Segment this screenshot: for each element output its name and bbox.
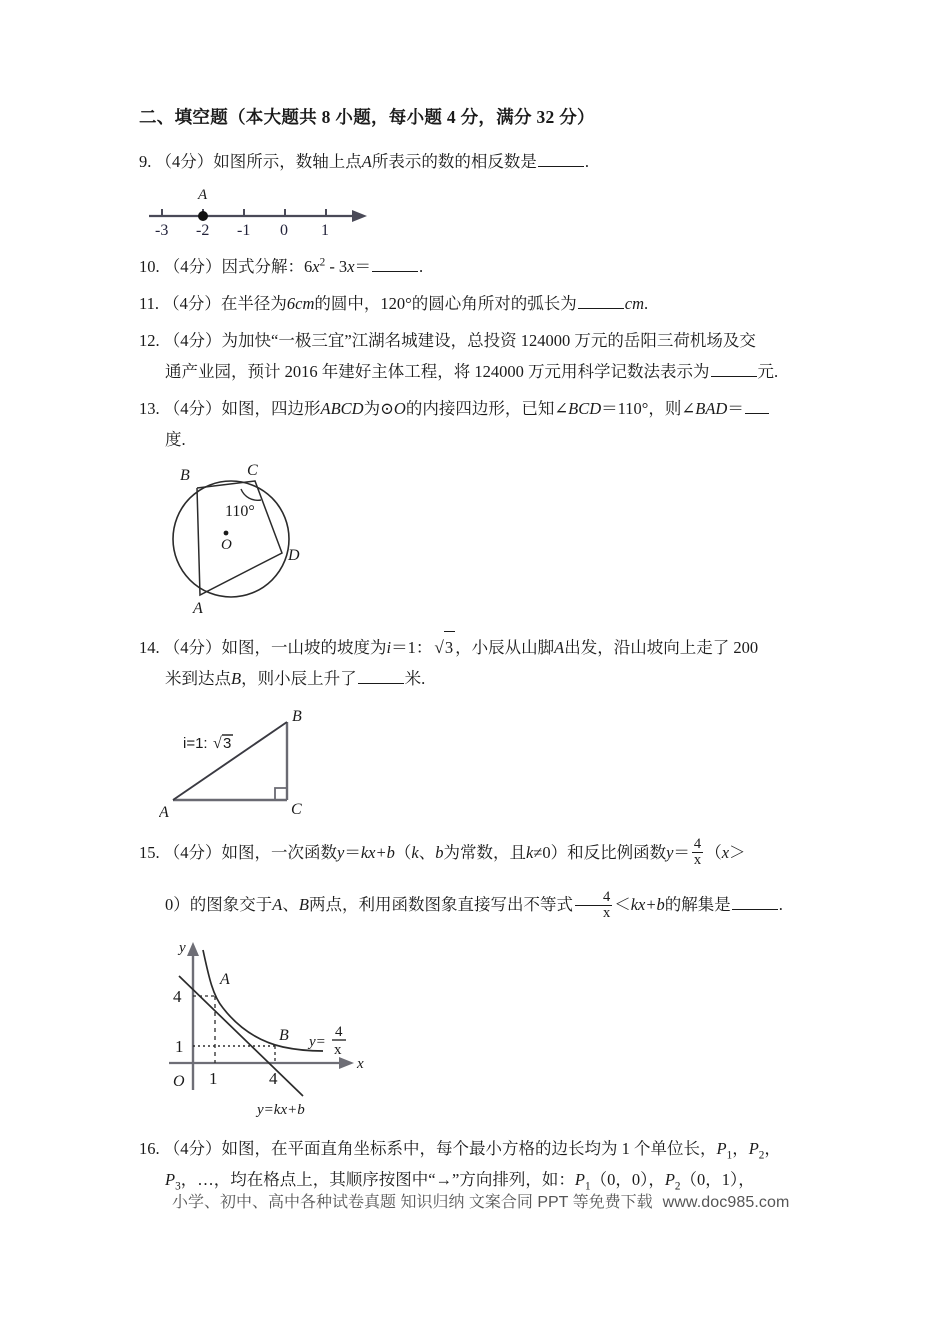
circle-label-c: C <box>247 461 258 479</box>
question-16-coord1: （0，0） <box>590 1170 649 1190</box>
question-9-period: . <box>584 151 589 171</box>
question-10-answer-blank[interactable] <box>372 256 418 272</box>
question-12-line1: 为加快“一极三宜”江湖名城建设，总投资 124000 万元的岳阳三荷机场及交 <box>221 330 756 350</box>
question-10-expr-eq: ＝ <box>354 256 372 276</box>
question-15-k-var: k <box>411 842 419 862</box>
number-line-tick-label: -2 <box>196 221 210 239</box>
question-9-answer-blank[interactable] <box>538 151 584 167</box>
number-line-tick-label: 1 <box>321 221 329 239</box>
number-line-tick-label: -3 <box>155 221 169 239</box>
figure-circle-quadrilateral <box>169 461 839 621</box>
question-15-fraction-numerator: 4 <box>693 835 702 852</box>
graph-axis-label-y: y <box>179 940 186 957</box>
question-16-number: 16. <box>139 1139 160 1159</box>
graph-curve-label-prefix: y= <box>309 1034 326 1051</box>
question-16 <box>139 1133 839 1195</box>
question-16-points: （4分） <box>163 1139 222 1159</box>
graph-origin-label: O <box>173 1073 185 1091</box>
question-12-line2 <box>139 356 839 387</box>
question-15 <box>139 837 839 923</box>
graph-point-label-b: B <box>279 1027 289 1045</box>
question-16-p1: P <box>716 1139 727 1159</box>
question-14-i-var: i <box>386 637 392 657</box>
question-15-line2-a: 0）的图象交于 <box>165 895 273 915</box>
question-16-line2-a: ，…，均在格点上，其顺序按图中“→”方向排列，如： <box>180 1170 575 1190</box>
question-13-answer-blank[interactable] <box>745 398 769 414</box>
question-14-period: . <box>421 668 426 688</box>
question-14-sqrt-value: 3 <box>444 631 455 663</box>
question-9-text-after: 所表示的数的相反数是 <box>371 151 537 171</box>
question-13-circle-o: O <box>393 398 406 418</box>
footer-text: 小学、初中、高中各种试卷真题 知识归纳 文案合同 PPT 等免费下载 <box>172 1194 653 1211</box>
question-15-text-2: （ <box>394 842 412 862</box>
question-15-fn-k: k <box>360 842 369 862</box>
question-16-p3-sub: 3 <box>175 1180 181 1193</box>
question-15-fn-plus-b: +b <box>375 842 395 862</box>
question-11-text-3: 的圆心角所对的弧长为 <box>411 293 577 313</box>
question-13-abcd: ABCD <box>320 398 364 418</box>
question-15-ineq-b: +b <box>645 895 665 915</box>
question-15-text-4: 为常数，且 <box>443 842 526 862</box>
question-15-ineq-lt: ＜ <box>614 895 631 915</box>
question-11-points: （4分） <box>163 293 221 313</box>
question-10-expr-x1: x <box>312 256 320 276</box>
question-15-ineq-numerator: 4 <box>602 888 611 905</box>
page-content <box>139 105 839 1201</box>
circle-center-dot <box>224 530 229 535</box>
question-16-line1-a: 如图，在平面直角坐标系中，每个最小方格的边长均为 1 个单位长， <box>221 1139 717 1159</box>
number-line-tick-label: -1 <box>237 221 251 239</box>
question-13-number: 13. <box>139 398 160 418</box>
slope-annotation-prefix: i=1: <box>183 734 208 752</box>
question-12 <box>139 325 839 387</box>
question-16-pp1-sub: 1 <box>584 1180 591 1193</box>
slope-annotation-sqrt-symbol: √ <box>213 734 222 752</box>
question-15-text-6: （ <box>705 842 722 862</box>
question-15-x-var: x <box>721 842 730 862</box>
question-13-line2: 度. <box>165 429 186 449</box>
circle-angle-label: 110° <box>225 502 255 520</box>
question-15-fraction <box>692 837 703 868</box>
question-15-fn-x: x <box>368 842 376 862</box>
question-16-comma2: ， <box>764 1139 781 1159</box>
question-9-points: （4分） <box>155 151 214 171</box>
question-11-number: 11. <box>139 293 160 313</box>
graph-tick-label-x1: 1 <box>209 1069 218 1089</box>
question-15-text-5: ≠0）和反比例函数 <box>533 842 667 862</box>
question-15-k-var2: k <box>525 842 534 862</box>
circle-quadrilateral-svg <box>169 461 344 621</box>
question-14-line2-c: 米 <box>404 668 422 688</box>
question-14-answer-blank[interactable] <box>358 668 404 684</box>
question-15-points: （4分） <box>163 842 222 862</box>
slope-triangle-svg <box>159 708 369 823</box>
graph-tick-label-y4: 4 <box>173 987 182 1007</box>
question-15-pt-a: A <box>272 895 283 915</box>
question-15-fn-eq: ＝ <box>344 842 361 862</box>
question-10-text-before: 因式分解： <box>221 256 304 276</box>
question-9-number: 9. <box>139 151 152 171</box>
question-14-line2 <box>139 663 839 694</box>
footer-url: www.doc985.com <box>662 1194 790 1211</box>
question-10 <box>139 251 839 282</box>
question-10-expr-1: 6 <box>304 256 313 276</box>
question-16-comma3: ， <box>648 1170 665 1190</box>
slope-annotation-sqrt-value: 3 <box>223 734 232 752</box>
question-15-ineq-denominator: x <box>575 905 612 921</box>
question-15-fraction-denominator: x <box>693 852 702 869</box>
question-15-text-1: 如图，一次函数 <box>221 842 337 862</box>
question-15-text-3: 、 <box>418 842 436 862</box>
question-13-text-2: 为⊙ <box>363 398 394 418</box>
question-12-line2-a: 通产业园，预计 2016 年建好主体工程，将 124000 万元用科学记数法表示为 <box>165 361 710 381</box>
hyperbola-curve <box>203 950 323 1051</box>
number-line-tick-label: 0 <box>280 221 288 239</box>
question-11-unit: cm <box>624 293 644 313</box>
question-16-p2: P <box>748 1139 759 1159</box>
figure-number-line <box>139 183 839 241</box>
figure-function-graph <box>151 938 839 1123</box>
question-15-y2: y <box>666 842 674 862</box>
number-line-point-label: A <box>198 186 208 203</box>
triangle-label-b: B <box>292 707 302 725</box>
question-12-answer-blank[interactable] <box>711 361 757 377</box>
question-14-text-1: 如图，一山坡的坡度为 <box>221 637 387 657</box>
question-14-sqrt: √3 <box>432 631 455 663</box>
question-10-points: （4分） <box>163 256 222 276</box>
question-11-answer-blank[interactable] <box>578 293 624 309</box>
graph-curve-label-numerator: 4 <box>335 1024 343 1041</box>
question-14 <box>139 631 839 694</box>
question-13-bad: BAD <box>695 398 728 418</box>
function-graph-svg <box>151 938 401 1123</box>
graph-curve-label-denominator: x <box>334 1042 342 1059</box>
question-16-pp2-sub: 2 <box>674 1180 681 1193</box>
question-15-answer-blank[interactable] <box>732 894 778 910</box>
question-11-text-2: 的圆中， <box>314 293 381 313</box>
question-13-eq1: ＝110°，则∠ <box>601 398 696 418</box>
question-10-period: . <box>419 256 424 276</box>
footer-watermark <box>172 1189 792 1212</box>
question-14-point-b: B <box>231 668 242 688</box>
question-15-eq2: ＝ <box>673 842 690 862</box>
question-12-number: 12. <box>139 330 160 350</box>
graph-y-arrow-icon <box>187 942 199 956</box>
question-15-ineq-kx: kx <box>630 895 646 915</box>
triangle-label-c: C <box>291 800 302 818</box>
graph-tick-label-y1: 1 <box>175 1037 184 1057</box>
question-12-points: （4分） <box>163 330 222 350</box>
question-14-point-a: A <box>554 637 565 657</box>
question-14-line2-a: 米到达点 <box>165 668 231 688</box>
question-10-number: 10. <box>139 256 160 276</box>
question-11-text-1: 在半径为 <box>220 293 287 313</box>
triangle-label-a: A <box>159 803 169 821</box>
right-angle-mark-icon <box>275 788 287 800</box>
question-9 <box>139 146 839 177</box>
question-12-period: . <box>774 361 779 381</box>
question-10-expr-pow: 2 <box>319 256 326 268</box>
question-16-p1-sub: 1 <box>726 1149 733 1162</box>
question-15-b-var: b <box>435 842 444 862</box>
question-13-bcd: BCD <box>568 398 602 418</box>
question-15-inequality-fraction <box>575 890 612 921</box>
question-9-var-a: A <box>361 151 372 171</box>
question-15-text-7: ＞ <box>729 842 746 862</box>
question-11-angle: 120° <box>380 293 412 313</box>
inscribed-quadrilateral <box>197 481 282 595</box>
graph-point-label-a: A <box>220 971 230 989</box>
circle-label-o: O <box>221 536 232 553</box>
question-11-period: . <box>644 293 649 313</box>
graph-x-arrow-icon <box>339 1057 354 1069</box>
question-16-p2-sub: 2 <box>758 1149 765 1162</box>
question-16-pp2: P <box>664 1170 675 1190</box>
question-9-text-before: 如图所示，数轴上点 <box>213 151 362 171</box>
number-line-marked-point <box>198 211 208 221</box>
question-16-pp1: P <box>574 1170 585 1190</box>
question-14-points: （4分） <box>163 637 222 657</box>
question-14-text-3: 出发，沿山坡向上走了 200 <box>564 637 759 657</box>
section-heading: 二、填空题（本大题共 8 小题，每小题 4 分，满分 32 分） <box>139 107 595 127</box>
question-15-fn-y: y <box>337 842 345 862</box>
question-12-line2-b: 元 <box>757 361 774 381</box>
question-13-points: （4分） <box>163 398 222 418</box>
circle-label-b: B <box>180 466 190 484</box>
circle-label-d: D <box>288 546 300 564</box>
question-13-eq2: ＝ <box>727 398 744 418</box>
question-16-comma1: ， <box>732 1139 749 1159</box>
question-13-text-3: 的内接四边形，已知∠ <box>405 398 569 418</box>
question-13 <box>139 393 839 455</box>
question-13-text-1: 如图，四边形 <box>221 398 321 418</box>
question-14-number: 14. <box>139 637 160 657</box>
question-15-line2-d: 的解集是 <box>664 895 731 915</box>
question-14-text-2: ，小辰从山脚 <box>455 637 555 657</box>
question-15-line2-b: 、 <box>282 895 299 915</box>
question-15-number: 15. <box>139 842 160 862</box>
question-15-period: . <box>778 895 783 915</box>
triangle-side-ab <box>173 722 287 800</box>
question-14-line2-b: ，则小辰上升了 <box>241 668 357 688</box>
question-14-eq: ＝1： <box>391 637 433 657</box>
question-11-radius: 6cm <box>286 293 315 313</box>
graph-axis-label-x: x <box>357 1056 364 1073</box>
question-15-line2-c: 两点，利用函数图象直接写出不等式 <box>308 895 573 915</box>
question-16-coord2: （0，1） <box>680 1170 739 1190</box>
graph-line-label: y=kx+b <box>257 1102 305 1119</box>
question-15-pt-b: B <box>298 895 309 915</box>
question-16-comma4: ， <box>738 1170 755 1190</box>
graph-tick-label-x4: 4 <box>269 1069 278 1089</box>
question-16-p3: P <box>165 1170 176 1190</box>
figure-slope-triangle <box>159 708 839 823</box>
circle-label-a: A <box>193 599 203 617</box>
number-line-svg <box>139 183 389 241</box>
question-10-expr-minus: - 3 <box>325 256 348 276</box>
number-line-arrow-icon <box>352 210 367 222</box>
question-11 <box>139 288 839 319</box>
question-15-line2 <box>139 889 839 922</box>
question-10-expr-x2: x <box>347 256 355 276</box>
